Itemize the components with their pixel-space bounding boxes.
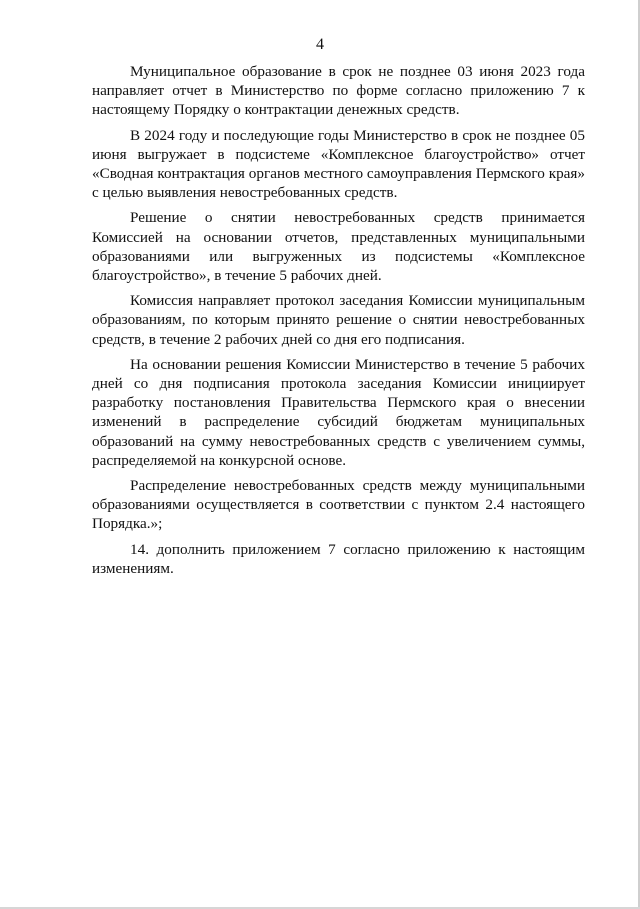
page-number: 4 <box>316 36 324 53</box>
paragraph-5: На основании решения Комиссии Министерство в течение 5 рабочих дней со дня подписания протокола заседания Комиссии инициирует разработку постановления Правительства Пермского края о внесении изменений в распределение субсидий бюджетам муниципальных образований на сумму невостребованных средств с увеличением суммы, распределяемой на конкурсной основе. <box>92 355 585 469</box>
paragraph-2: В 2024 году и последующие годы Министерство в срок не позднее 05 июня выгружает в подсистеме «Комплексное благоустройство» отчет «Сводная контрактация органов местного самоуправления Пермского края» с целью выявления невостребованных средств. <box>92 126 585 202</box>
paragraph-7: 14. дополнить приложением 7 согласно приложению к настоящим изменениям. <box>92 540 585 577</box>
paragraph-6: Распределение невостребованных средств между муниципальными образованиями осуществляется в соответствии с пунктом 2.4 настоящего Порядка.»; <box>92 477 585 533</box>
paragraph-4: Комиссия направляет протокол заседания Комиссии муниципальным образованиям, по которым принято решение о снятии невостребованных средств, в течение 2 рабочих дней со дня его подписания. <box>92 292 585 348</box>
paragraph-3: Решение о снятии невостребованных средств принимается Комиссией на основании отчетов, представленных муниципальными образованиями или выгруженных из подсистемы «Комплексное благоустройство», в течение 5 рабочих дней. <box>92 209 585 285</box>
document-body <box>92 62 585 578</box>
paragraph-1: Муниципальное образование в срок не позднее 03 июня 2023 года направляет отчет в Министерство по форме согласно приложению 7 к настоящему Порядку о контрактации денежных средств. <box>92 63 585 119</box>
